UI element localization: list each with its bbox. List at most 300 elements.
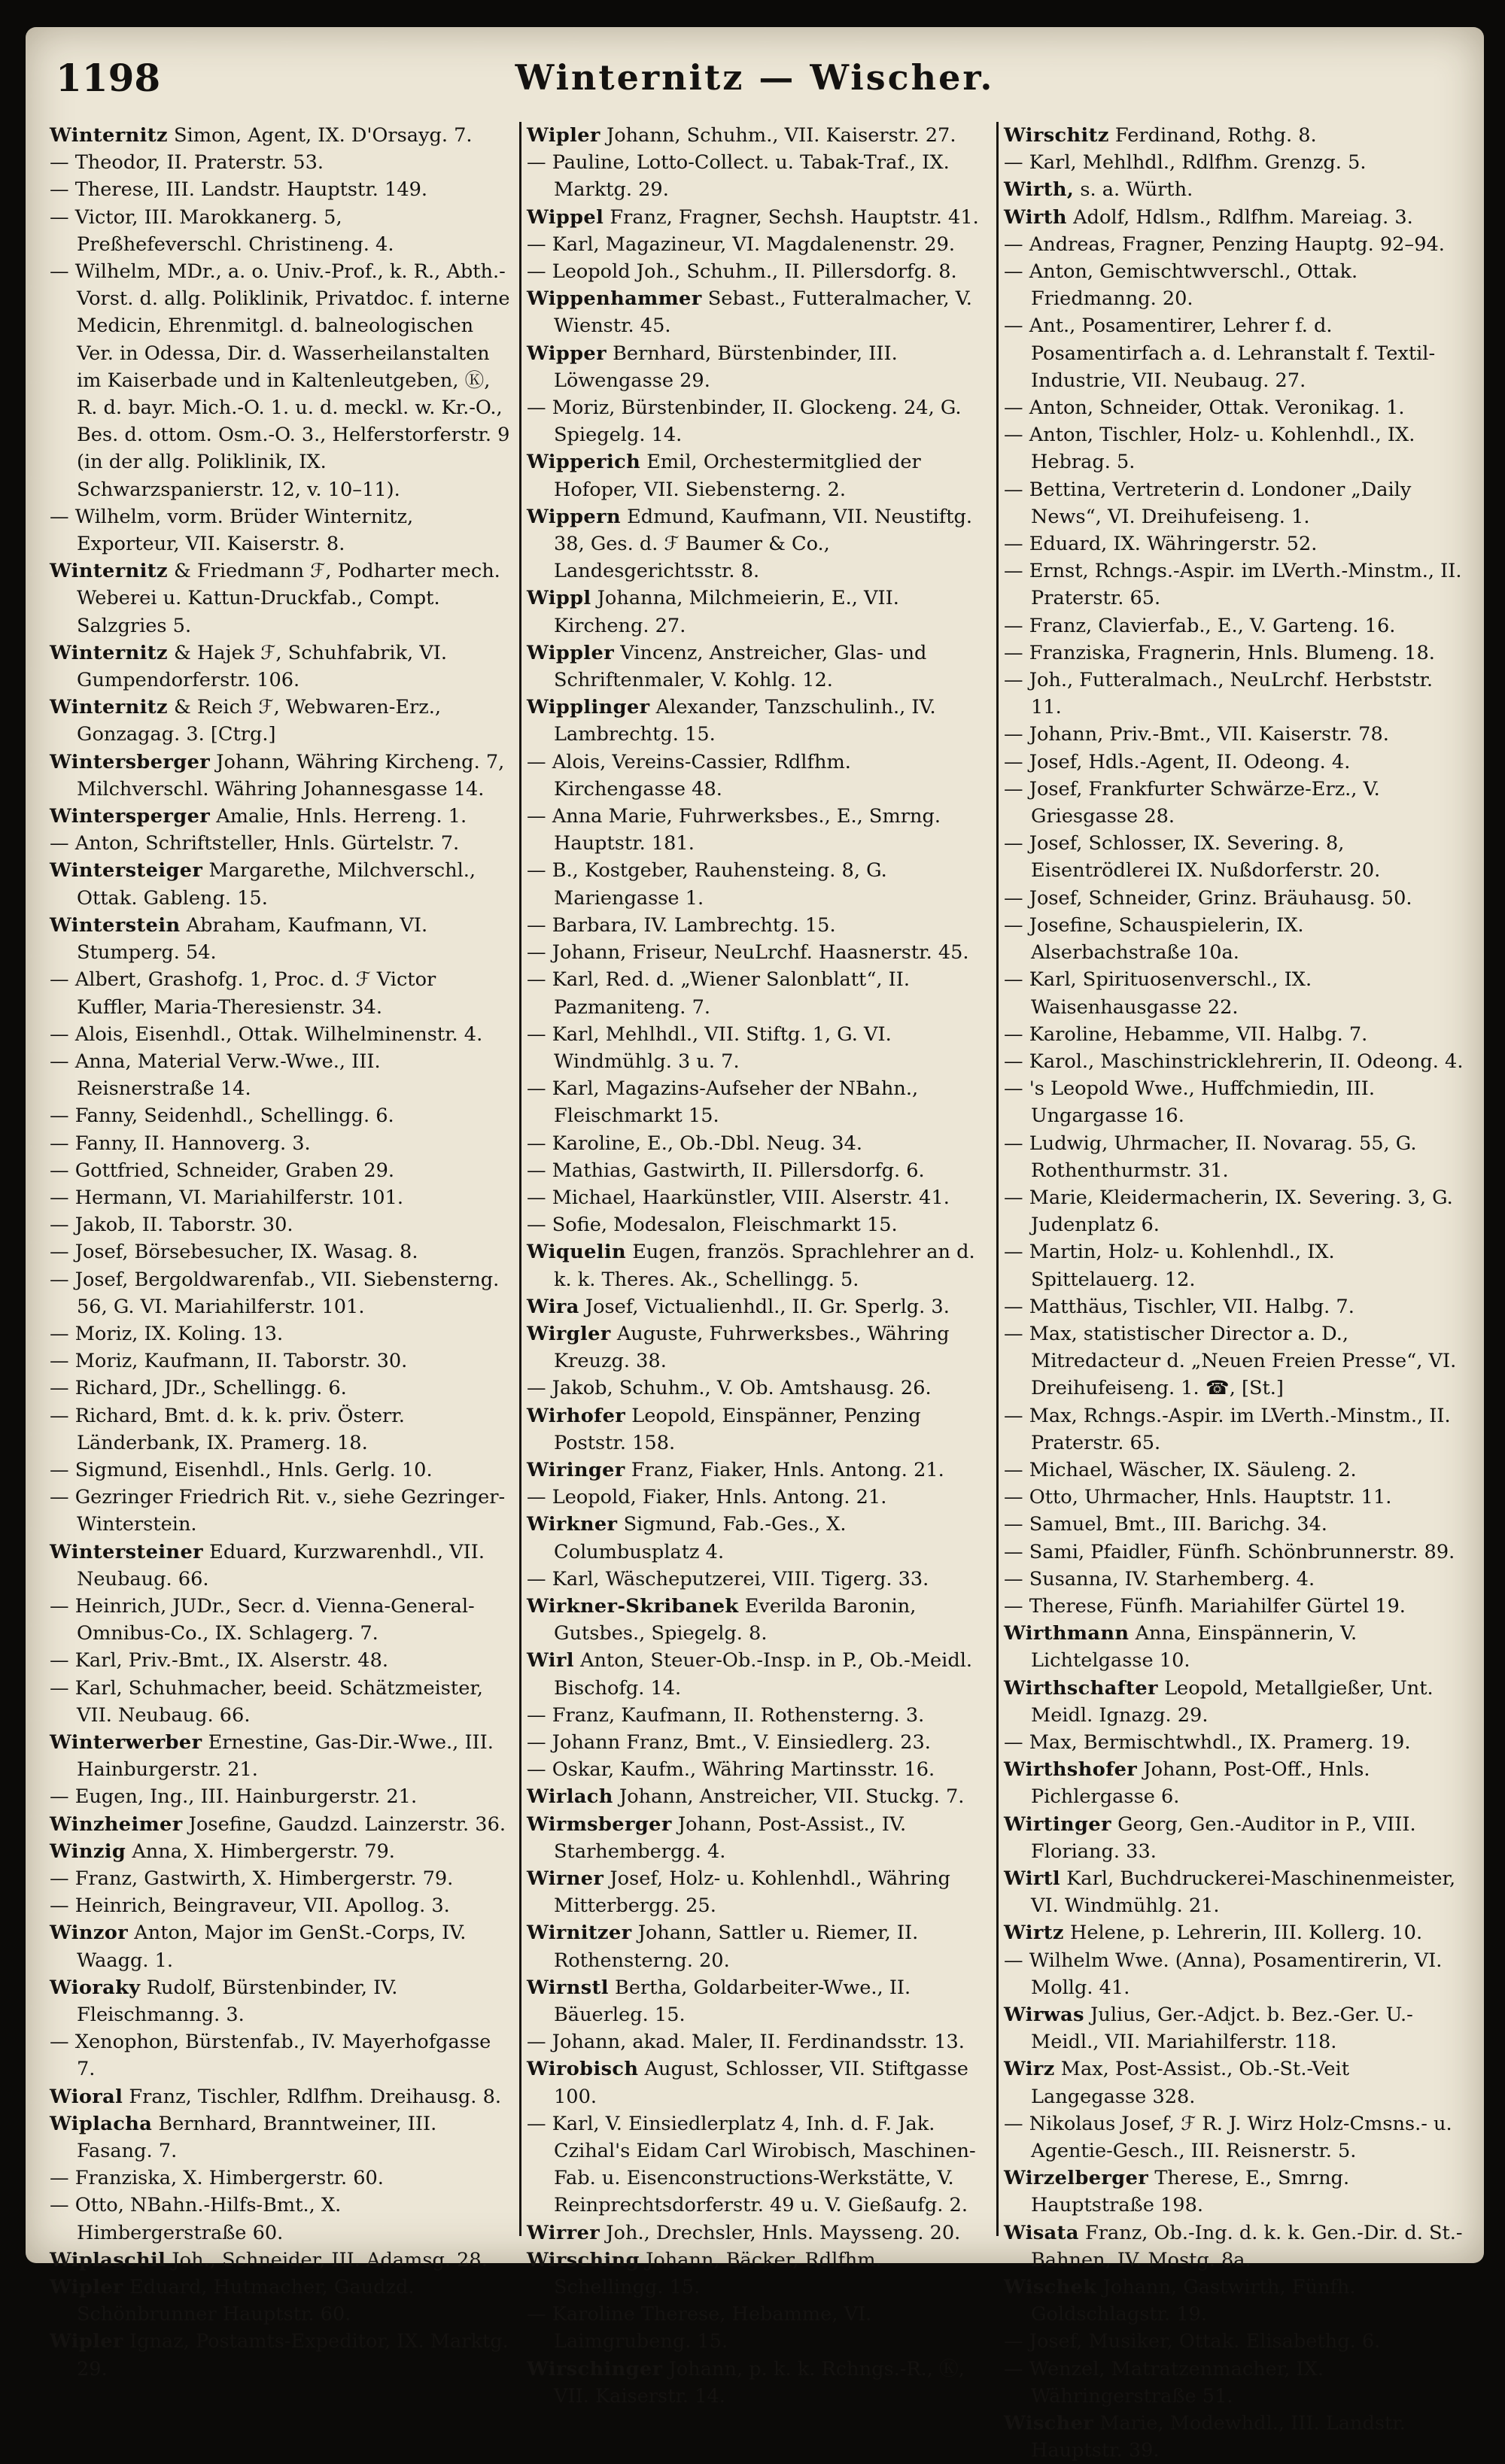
entry-text: — Ant., Posamentirer, Lehrer f. d. Posamentirfach a. d. Lehranstalt f. Textil-Industrie, VII. Neubaug. 27. xyxy=(1004,314,1436,392)
entry-text: — Franziska, Fragnerin, Hnls. Blumeng. 18. xyxy=(1004,641,1435,664)
entry-text: & Hajek ℱ, Schuhfabrik, VI. Gumpendorferstr. 106. xyxy=(77,641,448,692)
entry-text: — B., Kostgeber, Rauhensteing. 8, G. Mariengasse 1. xyxy=(527,859,887,910)
entry-surname: Wirlach xyxy=(527,1785,613,1809)
directory-entry xyxy=(1004,1620,1464,1674)
entry-surname: Wisata xyxy=(1004,2221,1079,2244)
entry-surname: Wirhofer xyxy=(527,1404,626,1427)
entry-text: Vincenz, Anstreicher, Glas- und Schriftenmaler, V. Kohlg. 12. xyxy=(554,641,927,692)
entry-text: — Karl, Red. d. „Wiener Salonblatt“, II. Pazmaniteng. 7. xyxy=(527,968,911,1019)
directory-entry xyxy=(527,857,987,911)
directory-entry xyxy=(527,1811,987,1865)
entry-text: Johanna, Milchmeierin, E., VII. Kircheng. 27. xyxy=(554,587,899,637)
entry-text: — Gezringer Friedrich Rit. v., siehe Gezringer-Winterstein. xyxy=(50,1486,506,1536)
directory-entry xyxy=(50,1347,510,1375)
entry-surname: Wippel xyxy=(527,205,604,229)
directory-entry xyxy=(1004,1729,1464,1756)
entry-surname: Wioraky xyxy=(50,1976,141,1999)
entry-surname: Wiplaschil xyxy=(50,2248,166,2271)
entry-text: Anton, Major im GenSt.-Corps, IV. Waagg. 1. xyxy=(77,1922,467,1972)
entry-surname: Winternitz xyxy=(50,560,168,583)
entry-text: — Fanny, Seidenhdl., Schellingg. 6. xyxy=(50,1104,394,1128)
entry-text: — Johann Franz, Bmt., V. Einsiedlerg. 23. xyxy=(527,1730,931,1754)
entry-text: — Hermann, VI. Mariahilferstr. 101. xyxy=(50,1186,404,1209)
directory-entry xyxy=(50,1974,510,2028)
directory-entry xyxy=(527,2028,987,2055)
entry-text: — Karl, Schuhmacher, beeid. Schätzmeister, VII. Neubaug. 66. xyxy=(50,1676,483,1727)
entry-text: — Johann, akad. Maler, II. Ferdinandsstr. 13. xyxy=(527,2031,965,2054)
entry-text: Johann, p. k. k. Rchngs.-R., Ⓚ, VII. Kaiserstr. 14. xyxy=(554,2357,965,2408)
entry-text: — Eduard, IX. Währingerstr. 52. xyxy=(1004,533,1318,556)
directory-entry xyxy=(1004,1130,1464,1184)
directory-entry xyxy=(1004,231,1464,258)
directory-entry xyxy=(50,1130,510,1157)
entry-surname: Wirkner-Skribanek xyxy=(527,1594,739,1618)
directory-entry xyxy=(527,448,987,503)
entry-surname: Wipler xyxy=(50,2276,123,2299)
entry-text: — Heinrich, JUDr., Secr. d. Vienna-General-Omnibus-Co., IX. Schlagerg. 7. xyxy=(50,1594,475,1645)
entry-text: — Alois, Vereins-Cassier, Rdlfhm. Kirchengasse 48. xyxy=(527,750,851,801)
entry-text: Helene, p. Lehrerin, III. Kollerg. 10. xyxy=(1070,1922,1423,1945)
entry-text: Therese, E., Smrng. Hauptstraße 198. xyxy=(1031,2167,1350,2217)
entry-text: Karl, Buchdruckerei-Maschinenmeister, VI. Windmühlg. 21. xyxy=(1031,1867,1456,1918)
entry-text: Ernestine, Gas-Dir.-Wwe., III. Hainburgerstr. 21. xyxy=(77,1730,494,1782)
directory-entry xyxy=(50,2083,510,2110)
directory-entry xyxy=(527,1865,987,1919)
entry-text: Josef, Victualienhdl., II. Gr. Sperlg. 3. xyxy=(585,1295,950,1318)
directory-entry xyxy=(527,1402,987,1457)
entry-text: Marie, Modewhdl., III. Landstr. Hauptstr. 39. xyxy=(1031,2412,1406,2462)
entry-text: — Karl, Spirituosenverschl., IX. Waisenhausgasse 22. xyxy=(1004,968,1312,1019)
directory-entry xyxy=(1004,2274,1464,2328)
directory-entry xyxy=(50,1375,510,1402)
entry-text: — Moriz, Bürstenbinder, II. Glockeng. 24, G. Spiegelg. 14. xyxy=(527,396,962,447)
entry-text: — Richard, JDr., Schellingg. 6. xyxy=(50,1377,347,1400)
directory-entry xyxy=(1004,204,1464,231)
entry-text: — 's Leopold Wwe., Huffchmiedin, III. Ungargasse 16. xyxy=(1004,1077,1376,1128)
directory-entry xyxy=(1004,394,1464,421)
directory-entry xyxy=(527,640,987,694)
entry-text: — Michael, Haarkünstler, VIII. Alserstr. 41. xyxy=(527,1186,950,1209)
entry-text: Johann, Schuhm., VII. Kaiserstr. 27. xyxy=(606,124,956,147)
entry-text: — Franz, Kaufmann, II. Rothensterng. 3. xyxy=(527,1703,925,1727)
entry-surname: Wintersperger xyxy=(50,805,211,828)
entry-text: — Eugen, Ing., III. Hainburgerstr. 21. xyxy=(50,1785,418,1809)
directory-entry xyxy=(527,1484,987,1511)
entry-text: — Wilhelm, vorm. Brüder Winternitz, Exporteur, VII. Kaiserstr. 8. xyxy=(50,505,414,556)
entry-text: — Karol., Maschinstricklehrerin, II. Odeong. 4. xyxy=(1004,1050,1464,1073)
directory-entry xyxy=(527,231,987,258)
entry-text: — Joh., Futteralmach., NeuLrchf. Herbststr. 11. xyxy=(1004,669,1434,719)
directory-entry xyxy=(1004,1075,1464,1129)
entry-text: Franz, Tischler, Rdlfhm. Dreihausg. 8. xyxy=(129,2085,502,2108)
entry-surname: Wirl xyxy=(527,1649,574,1673)
entry-text: — Therese, III. Landstr. Hauptstr. 149. xyxy=(50,178,428,202)
directory-entry xyxy=(50,1021,510,1048)
entry-surname: Wirwas xyxy=(1004,2004,1084,2027)
entry-surname: Winzor xyxy=(50,1922,129,1945)
directory-entry xyxy=(50,1539,510,1593)
directory-entry xyxy=(527,939,987,966)
directory-entry xyxy=(1004,2165,1464,2219)
entry-surname: Wirnstl xyxy=(527,1976,609,1999)
entry-text: Eduard, Hutmacher, Gaudzd. Schönbrunner Hauptstr. 60. xyxy=(77,2276,415,2326)
entry-surname: Wira xyxy=(527,1295,579,1318)
entry-text: Julius, Ger.-Adjct. b. Bez.-Ger. U.-Meidl., VII. Mariahilferstr. 118. xyxy=(1031,2004,1413,2054)
directory-entry xyxy=(50,2028,510,2083)
entry-text: Johann, Anstreicher, VII. Stuckg. 7. xyxy=(619,1785,965,1809)
entry-text: Sebast., Futteralmacher, V. Wienstr. 45. xyxy=(554,287,972,338)
entry-text: Adolf, Hdlsm., Rdlfhm. Mareiag. 3. xyxy=(1073,205,1413,229)
directory-entry xyxy=(1004,1539,1464,1566)
entry-surname: Wippern xyxy=(527,505,621,528)
entry-text: — Anton, Schneider, Ottak. Veronikag. 1. xyxy=(1004,396,1405,420)
directory-entry xyxy=(527,1075,987,1129)
entry-text: Rudolf, Bürstenbinder, IV. Fleischmanng. 3. xyxy=(77,1976,398,2027)
directory-entry xyxy=(50,1238,510,1265)
directory-entry xyxy=(527,1974,987,2028)
directory-entry xyxy=(1004,2356,1464,2410)
entry-text: — Josef, Schlosser, IX. Severing. 8, Eisentrödlerei IX. Nußdorferstr. 20. xyxy=(1004,832,1381,883)
entry-surname: Wischek xyxy=(1004,2276,1097,2299)
directory-entry xyxy=(1004,1484,1464,1511)
directory-entry xyxy=(50,640,510,694)
directory-entry xyxy=(50,2274,510,2328)
directory-entry xyxy=(527,258,987,285)
entry-text: Sigmund, Fab.-Ges., X. Columbusplatz 4. xyxy=(554,1513,847,1563)
directory-entry xyxy=(50,149,510,176)
directory-entry xyxy=(527,966,987,1020)
directory-entry xyxy=(50,1919,510,1973)
entry-text: Bertha, Goldarbeiter-Wwe., II. Bäuerleg. 15. xyxy=(554,1976,911,2027)
entry-text: — Karl, Mehlhdl., VII. Stiftg. 1, G. VI. Windmühlg. 3 u. 7. xyxy=(527,1022,892,1073)
entry-text: — Karl, Wäscheputzerei, VIII. Tigerg. 33. xyxy=(527,1567,929,1591)
directory-entry xyxy=(50,1048,510,1102)
directory-entry xyxy=(50,1320,510,1347)
entry-text: Anna, Einspännerin, V. Lichtelgasse 10. xyxy=(1031,1622,1358,1673)
entry-text: — Anton, Gemischtwverschl., Ottak. Friedmanng. 20. xyxy=(1004,260,1358,311)
entry-text: Ignaz, Postamts-Expeditor, IX. Marktg. 29. xyxy=(77,2330,509,2380)
entry-surname: Wirthmann xyxy=(1004,1622,1130,1645)
entry-text: — Max, Rchngs.-Aspir. im LVerth.-Minstm., II. Praterstr. 65. xyxy=(1004,1404,1451,1454)
entry-surname: Wischer xyxy=(1004,2412,1094,2435)
entry-text: — Sofie, Modesalon, Fleischmarkt 15. xyxy=(527,1214,898,1237)
directory-entry xyxy=(527,1157,987,1184)
directory-entry xyxy=(527,803,987,857)
entry-text: Joh., Schneider, III. Adamsg. 28. xyxy=(172,2248,488,2271)
directory-entry xyxy=(1004,1402,1464,1457)
entry-text: — Anna, Material Verw.-Wwe., III. Reisnerstraße 14. xyxy=(50,1050,381,1101)
entry-text: Johann, Währing Kircheng. 7, Milchverschl. Währing Johannesgasse 14. xyxy=(77,750,505,801)
directory-entry xyxy=(50,857,510,911)
directory-entry xyxy=(1004,1947,1464,2001)
column-1 xyxy=(50,122,510,2380)
entry-surname: Wirmsberger xyxy=(527,1812,672,1836)
directory-entry xyxy=(50,258,510,503)
directory-entry xyxy=(1004,1756,1464,1810)
directory-entry xyxy=(50,1865,510,1892)
directory-entry xyxy=(527,394,987,448)
directory-entry xyxy=(527,1184,987,1211)
entry-text: Josef, Holz- u. Kohlenhdl., Währing Mitterbergg. 25. xyxy=(554,1867,950,1918)
entry-text: — Michael, Wäscher, IX. Säuleng. 2. xyxy=(1004,1458,1357,1481)
entry-text: — Theodor, II. Praterstr. 53. xyxy=(50,151,324,175)
entry-text: — Otto, Uhrmacher, Hnls. Hauptstr. 11. xyxy=(1004,1486,1392,1509)
directory-entry xyxy=(527,1320,987,1375)
entry-text: — Ernst, Rchngs.-Aspir. im LVerth.-Minstm., II. Praterstr. 65. xyxy=(1004,560,1462,610)
directory-entry xyxy=(527,1238,987,1293)
directory-entry xyxy=(527,694,987,748)
entry-surname: Wirner xyxy=(527,1867,604,1890)
entry-text: — Johann, Friseur, NeuLrchf. Haasnerstr. 45. xyxy=(527,941,969,965)
entry-text: — Martin, Holz- u. Kohlenhdl., IX. Spittelauerg. 12. xyxy=(1004,1241,1335,1291)
directory-entry xyxy=(527,2301,987,2355)
directory-entry xyxy=(527,2247,987,2301)
entry-surname: Wippenhammer xyxy=(527,287,702,311)
entry-text: — Wilhelm, MDr., a. o. Univ.-Prof., k. R., Abth.-Vorst. d. allg. Poliklinik, Privatdoc. f. interne Medicin, Ehrenmitgl. d. balneologischen Ver. in Odessa, Dir. d. Wasserheilanstalten im Kaiserbade und in Kaltenleutgeben, Ⓚ, R. d. bayr. Mich.-O. 1. u. d. meckl. w. Kr.-O., Bes. d. ottom. Osm.-O. 3., Helferstorferstr. 9 (in der allg. Poliklinik, IX. Schwarzspanierstr. 12, v. 10–11). xyxy=(50,260,510,501)
entry-text: — Jakob, Schuhm., V. Ob. Amtshausg. 26. xyxy=(527,1377,932,1400)
entry-text: — Wilhelm Wwe. (Anna), Posamentirerin, VI. Mollg. 41. xyxy=(1004,1949,1443,1999)
directory-entry xyxy=(50,803,510,830)
entry-surname: Winzig xyxy=(50,1840,126,1863)
entry-text: — Josef, Frankfurter Schwärze-Erz., V. Griesgasse 28. xyxy=(1004,777,1380,828)
entry-text: Franz, Fragner, Sechsh. Hauptstr. 41. xyxy=(610,205,979,229)
entry-surname: Wirth, xyxy=(1004,178,1075,202)
entry-surname: Wirth xyxy=(1004,205,1067,229)
directory-entry xyxy=(1004,122,1464,149)
entry-text: — Andreas, Fragner, Penzing Hauptg. 92–94. xyxy=(1004,232,1445,256)
directory-entry xyxy=(50,1402,510,1457)
entry-text: Edmund, Kaufmann, VII. Neustiftg. 38, Ges. d. ℱ Baumer & Co., Landesgerichtsstr. 8. xyxy=(554,505,973,583)
entry-surname: Wirthschafter xyxy=(1004,1676,1158,1700)
directory-entry xyxy=(1004,885,1464,912)
directory-entry xyxy=(527,912,987,939)
entry-text: — Anton, Tischler, Holz- u. Kohlenhdl., IX. Hebrag. 5. xyxy=(1004,424,1415,474)
entry-text: Auguste, Fuhrwerksbes., Währing Kreuzg. 38. xyxy=(554,1322,950,1373)
entry-text: Johann, Post-Assist., IV. Starhembergg. 4. xyxy=(554,1812,907,1863)
entry-text: Everilda Baronin, Gutsbes., Spiegelg. 8. xyxy=(554,1594,917,1645)
entry-text: — Moriz, Kaufmann, II. Taborstr. 30. xyxy=(50,1350,408,1373)
directory-entry xyxy=(527,2219,987,2247)
directory-entry xyxy=(50,1484,510,1538)
entry-text: — Franz, Gastwirth, X. Himbergerstr. 79. xyxy=(50,1867,454,1890)
entry-surname: Wirrer xyxy=(527,2221,600,2244)
entry-text: — Franz, Clavierfab., E., V. Garteng. 16. xyxy=(1004,614,1396,637)
entry-text: — Bettina, Vertreterin d. Londoner „Daily News“, VI. Dreihufeiseng. 1. xyxy=(1004,478,1412,528)
column-rule xyxy=(996,122,999,2236)
entry-text: — Xenophon, Bürstenfab., IV. Mayerhofgasse 7. xyxy=(50,2031,491,2081)
directory-entry xyxy=(50,1157,510,1184)
directory-entry xyxy=(1004,1566,1464,1593)
entry-surname: Winterstein xyxy=(50,913,181,937)
directory-entry xyxy=(1004,1593,1464,1620)
entry-text: — Sami, Pfaidler, Fünfh. Schönbrunnerstr. 89. xyxy=(1004,1540,1455,1563)
directory-entry xyxy=(50,694,510,748)
directory-entry xyxy=(50,1184,510,1211)
directory-entry xyxy=(527,749,987,803)
entry-surname: Wirz xyxy=(1004,2058,1055,2081)
page-number: 1198 xyxy=(56,56,161,100)
entry-surname: Wiquelin xyxy=(527,1241,627,1264)
entry-surname: Wiringer xyxy=(527,1458,625,1481)
entry-text: — Max, statistischer Director a. D., Mitredacteur d. „Neuen Freien Presse“, VI. Dreihufeiseng. 1. ☎, [St.] xyxy=(1004,1322,1457,1400)
directory-entry xyxy=(527,1702,987,1729)
entry-text: — Karl, V. Einsiedlerplatz 4, Inh. d. F. Jak. Czihal's Eidam Carl Wirobisch, Maschinen-Fab. u. Eisenconstructions-Werkstätte, V. Reinprechtsdorferstr. 49 u. V. Gießaufg. 2. xyxy=(527,2112,976,2217)
entry-text: — Matthäus, Tischler, VII. Halbg. 7. xyxy=(1004,1295,1354,1318)
directory-entry xyxy=(1004,2110,1464,2165)
directory-entry xyxy=(1004,1184,1464,1238)
entry-text: — Johann, Priv.-Bmt., VII. Kaiserstr. 78. xyxy=(1004,723,1389,746)
directory-entry xyxy=(50,1675,510,1729)
directory-entry xyxy=(50,749,510,803)
directory-entry xyxy=(50,176,510,203)
directory-entry xyxy=(527,1021,987,1075)
entry-text: — Anna Marie, Fuhrwerksbes., E., Smrng. Hauptstr. 181. xyxy=(527,805,941,855)
directory-entry xyxy=(527,2110,987,2219)
entry-surname: Wipler xyxy=(50,2330,123,2353)
entry-text: August, Schlosser, VII. Stiftgasse 100. xyxy=(554,2058,968,2108)
directory-entry xyxy=(1004,830,1464,884)
directory-entry xyxy=(1004,966,1464,1020)
directory-entry xyxy=(50,2110,510,2165)
directory-entry xyxy=(527,2055,987,2110)
page-header xyxy=(56,56,1454,108)
directory-entry xyxy=(527,1919,987,1973)
entry-text: — Karoline, E., Ob.-Dbl. Neug. 34. xyxy=(527,1132,863,1155)
entry-text: — Karoline, Hebamme, VII. Halbg. 7. xyxy=(1004,1022,1368,1046)
entry-text: Ferdinand, Rothg. 8. xyxy=(1114,124,1317,147)
entry-text: — Victor, III. Marokkanerg. 5, Preßhefeverschl. Christineng. 4. xyxy=(50,205,394,256)
directory-entry xyxy=(1004,2055,1464,2110)
directory-entry xyxy=(50,1647,510,1674)
entry-surname: Wirsching xyxy=(527,2248,640,2271)
directory-entry xyxy=(50,1838,510,1865)
running-title: Winternitz — Wischer. xyxy=(515,57,995,98)
entry-text: — Susanna, IV. Starhemberg. 4. xyxy=(1004,1567,1315,1591)
entry-surname: Wipper xyxy=(527,342,607,365)
entry-surname: Wirtz xyxy=(1004,1922,1064,1945)
entry-text: & Reich ℱ, Webwaren-Erz., Gonzagag. 3. [Ctrg.] xyxy=(77,696,442,746)
entry-text: — Marie, Kleidermacherin, IX. Severing. 3, G. Judenplatz 6. xyxy=(1004,1186,1453,1237)
entry-text: — Alois, Eisenhdl., Ottak. Wilhelminenstr. 4. xyxy=(50,1022,483,1046)
entry-text: — Fanny, II. Hannoverg. 3. xyxy=(50,1132,311,1155)
entry-text: Bernhard, Branntweiner, III. Fasang. 7. xyxy=(77,2112,437,2163)
entry-text: — Mathias, Gastwirth, II. Pillersdorfg. 6. xyxy=(527,1159,925,1182)
directory-entry xyxy=(1004,312,1464,394)
directory-entry xyxy=(50,830,510,857)
directory-entry xyxy=(1004,612,1464,640)
entry-surname: Wippl xyxy=(527,587,591,610)
entry-surname: Wipler xyxy=(527,124,600,147)
entry-text: Alexander, Tanzschulinh., IV. Lambrechtg. 15. xyxy=(554,696,936,746)
entry-text: — Richard, Bmt. d. k. k. priv. Österr. Länderbank, IX. Pramerg. 18. xyxy=(50,1404,405,1454)
entry-text: — Ludwig, Uhrmacher, II. Novarag. 55, G. Rothenthurmstr. 31. xyxy=(1004,1132,1417,1182)
entry-surname: Wioral xyxy=(50,2085,123,2108)
entry-text: — Leopold, Fiaker, Hnls. Antong. 21. xyxy=(527,1486,887,1509)
column-rule xyxy=(519,122,521,2236)
entry-text: Emil, Orchestermitglied der Hofoper, VII. Siebensterng. 2. xyxy=(554,451,921,501)
entry-text: — Therese, Fünfh. Mariahilfer Gürtel 19. xyxy=(1004,1594,1406,1618)
entry-text: — Karl, Priv.-Bmt., IX. Alserstr. 48. xyxy=(50,1649,389,1673)
entry-text: — Karl, Magazineur, VI. Magdalenenstr. 29. xyxy=(527,232,955,256)
directory-entry xyxy=(527,204,987,231)
entry-surname: Wirkner xyxy=(527,1513,618,1536)
directory-entry xyxy=(50,1729,510,1783)
entry-surname: Winternitz xyxy=(50,641,168,664)
entry-surname: Wintersteiger xyxy=(50,859,203,883)
entry-surname: Wirschinger xyxy=(527,2357,663,2380)
directory-entry xyxy=(1004,667,1464,721)
entry-surname: Wirzelberger xyxy=(1004,2167,1149,2190)
directory-entry xyxy=(527,1729,987,1756)
entry-text: — Moriz, IX. Koling. 13. xyxy=(50,1322,284,1345)
directory-entry xyxy=(1004,421,1464,475)
directory-entry xyxy=(527,285,987,339)
entry-text: Josefine, Gaudzd. Lainzerstr. 36. xyxy=(188,1812,506,1836)
entry-text: — Anton, Schriftsteller, Hnls. Gürtelstr. 7. xyxy=(50,832,460,855)
entry-text: — Josef, Hdls.-Agent, II. Odeong. 4. xyxy=(1004,750,1351,773)
entry-text: Johann, Bäcker, Rdlfhm. Schellingg. 15. xyxy=(554,2248,882,2299)
entry-text: — Josef, Börsebesucher, IX. Wasag. 8. xyxy=(50,1241,418,1264)
entry-text: Abraham, Kaufmann, VI. Stumperg. 54. xyxy=(77,913,428,965)
entry-text: — Josefine, Schauspielerin, IX. Alserbachstraße 10a. xyxy=(1004,913,1304,965)
entry-text: Franz, Ob.-Ing. d. k. k. Gen.-Dir. d. St.-Bahnen, IV. Mostg. 8a. xyxy=(1031,2221,1463,2271)
directory-entry xyxy=(527,340,987,394)
entry-text: — Nikolaus Josef, ℱ R. J. Wirz Holz-Cmsns.- u. Agentie-Gesch., III. Reisnerstr. 5. xyxy=(1004,2112,1452,2163)
directory-entry xyxy=(527,1511,987,1565)
directory-entry xyxy=(50,1266,510,1320)
directory-entry xyxy=(1004,1811,1464,1865)
entry-text: — Karoline Therese, Hebamme, VI. Laimgrubeng. 15. xyxy=(527,2303,872,2353)
entry-text: Franz, Fiaker, Hnls. Antong. 21. xyxy=(631,1458,944,1481)
directory-entry xyxy=(50,1892,510,1919)
entry-surname: Wirschitz xyxy=(1004,124,1109,147)
entry-text: Anna, X. Himbergerstr. 79. xyxy=(132,1840,395,1863)
directory-entry xyxy=(1004,1021,1464,1048)
directory-entry xyxy=(527,1211,987,1238)
directory-entry xyxy=(527,1783,987,1810)
entry-surname: Wirobisch xyxy=(527,2058,639,2081)
directory-entry xyxy=(1004,2219,1464,2274)
entry-surname: Wirthshofer xyxy=(1004,1758,1138,1782)
directory-entry xyxy=(50,204,510,258)
entry-text: — Otto, NBahn.-Hilfs-Bmt., X. Himbergerstraße 60. xyxy=(50,2194,342,2244)
entry-text: — Wenzel, Matratzenmacher, IX. Währingerstraße 51. xyxy=(1004,2357,1324,2408)
directory-entry xyxy=(1004,2328,1464,2355)
directory-entry xyxy=(1004,749,1464,776)
directory-entry xyxy=(50,558,510,640)
directory-entry xyxy=(1004,1048,1464,1075)
entry-text: — Max, Bermischtwhdl., IX. Pramerg. 19. xyxy=(1004,1730,1411,1754)
directory-entry xyxy=(527,1566,987,1593)
directory-entry xyxy=(50,966,510,1020)
directory-entry xyxy=(527,1293,987,1320)
entry-text: — Heinrich, Beingraveur, VII. Apollog. 3. xyxy=(50,1894,450,1918)
directory-entry xyxy=(1004,1919,1464,1946)
entry-text: Margarethe, Milchverschl., Ottak. Gableng. 15. xyxy=(77,859,476,910)
entry-text: — Gottfried, Schneider, Graben 29. xyxy=(50,1159,395,1182)
entry-surname: Winternitz xyxy=(50,124,168,147)
entry-surname: Wirtl xyxy=(1004,1867,1061,1890)
entry-text: — Josef, Bergoldwarenfab., VII. Siebensterng. 56, G. VI. Mariahilferstr. 101. xyxy=(50,1268,500,1318)
entry-surname: Wipperich xyxy=(527,451,641,474)
entry-text: Simon, Agent, IX. D'Orsayg. 7. xyxy=(174,124,473,147)
directory-entry xyxy=(527,1756,987,1783)
directory-entry xyxy=(50,912,510,966)
directory-entry xyxy=(1004,176,1464,203)
directory-entry xyxy=(1004,2410,1464,2464)
directory-entry xyxy=(50,2165,510,2192)
directory-entry xyxy=(527,585,987,639)
